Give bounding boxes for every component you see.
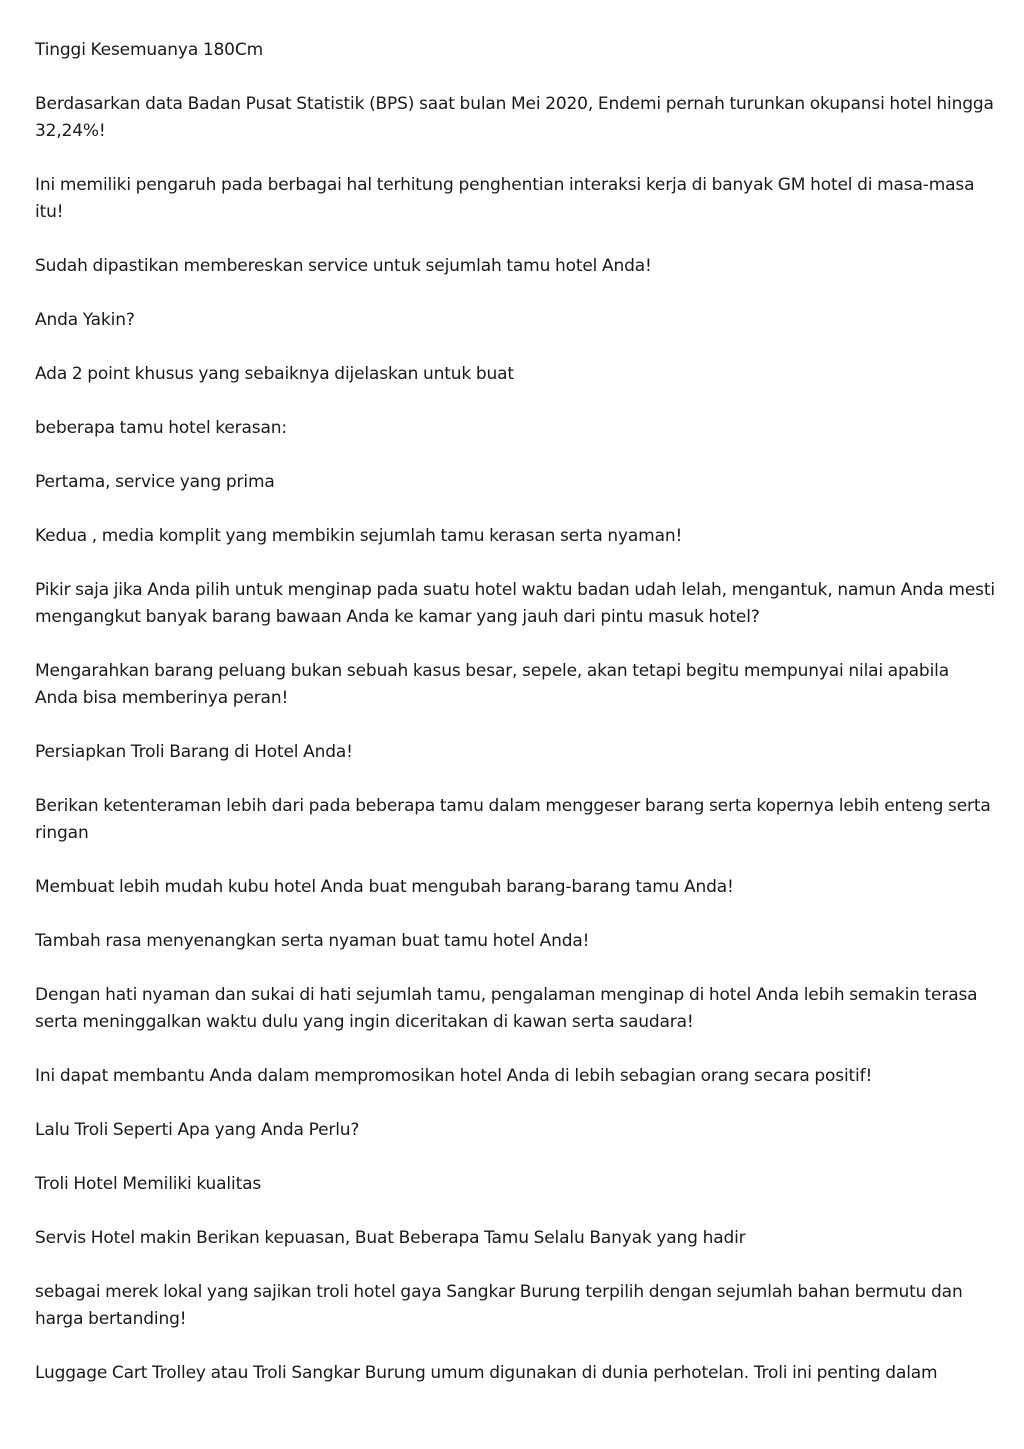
paragraph-bps-data: Berdasarkan data Badan Pusat Statistik (BPS) saat bulan Mei 2020, Endemi pernah turunkan okupansi hotel hingga 32,24%!	[35, 94, 994, 141]
paragraph-luggage: Mengarahkan barang peluang bukan sebuah kasus besar, sepele, akan tetapi begitu mempunyai nilai apabila Anda bisa memberinya peran!	[35, 661, 949, 708]
paragraph-first-point: Pertama, service yang prima	[35, 472, 275, 492]
paragraph-quality: Troli Hotel Memiliki kualitas	[35, 1174, 262, 1194]
paragraph-impact: Ini memiliki pengaruh pada berbagai hal terhitung penghentian interaksi kerja di banyak GM hotel di masa-masa itu!	[35, 175, 975, 222]
paragraph-height-note: Tinggi Kesemuanya 180Cm	[35, 40, 263, 60]
document-body	[35, 37, 995, 1414]
paragraph-promote: Ini dapat membantu Anda dalam mempromosikan hotel Anda di lebih sebagian orang secara positif!	[35, 1066, 873, 1086]
paragraph-service: Sudah dipastikan membereskan service untuk sejumlah tamu hotel Anda!	[35, 256, 652, 276]
paragraph-easier: Membuat lebih mudah kubu hotel Anda buat mengubah barang-barang tamu Anda!	[35, 877, 734, 897]
paragraph-comfort: Berikan ketenteraman lebih dari pada beberapa tamu dalam menggeser barang serta kopernya lebih enteng serta ringan	[35, 796, 991, 843]
paragraph-which-trolley: Lalu Troli Seperti Apa yang Anda Perlu?	[35, 1120, 360, 1140]
paragraph-guests: beberapa tamu hotel kerasan:	[35, 418, 287, 438]
paragraph-local-brand: sebagai merek lokal yang sajikan troli hotel gaya Sangkar Burung terpilih dengan sejumlah bahan bermutu dan harga bertanding!	[35, 1282, 963, 1329]
paragraph-experience: Dengan hati nyaman dan sukai di hati sejumlah tamu, pengalaman menginap di hotel Anda lebih semakin terasa serta meninggalkan waktu dulu yang ingin diceritakan di kawan serta saudara!	[35, 985, 978, 1032]
paragraph-prepare-trolley: Persiapkan Troli Barang di Hotel Anda!	[35, 742, 353, 762]
paragraph-pleasant: Tambah rasa menyenangkan serta nyaman buat tamu hotel Anda!	[35, 931, 590, 951]
paragraph-two-points: Ada 2 point khusus yang sebaiknya dijelaskan untuk buat	[35, 364, 514, 384]
paragraph-satisfaction: Servis Hotel makin Berikan kepuasan, Buat Beberapa Tamu Selalu Banyak yang hadir	[35, 1228, 746, 1248]
paragraph-second-point: Kedua , media komplit yang membikin sejumlah tamu kerasan serta nyaman!	[35, 526, 683, 546]
paragraph-imagine: Pikir saja jika Anda pilih untuk menginap pada suatu hotel waktu badan udah lelah, mengantuk, namun Anda mesti mengangkut banyak barang bawaan Anda ke kamar yang jauh dari pintu masuk hotel?	[35, 580, 995, 627]
paragraph-luggage-cart: Luggage Cart Trolley atau Troli Sangkar Burung umum digunakan di dunia perhotelan. Troli ini penting dalam	[35, 1363, 938, 1383]
paragraph-question: Anda Yakin?	[35, 310, 135, 330]
